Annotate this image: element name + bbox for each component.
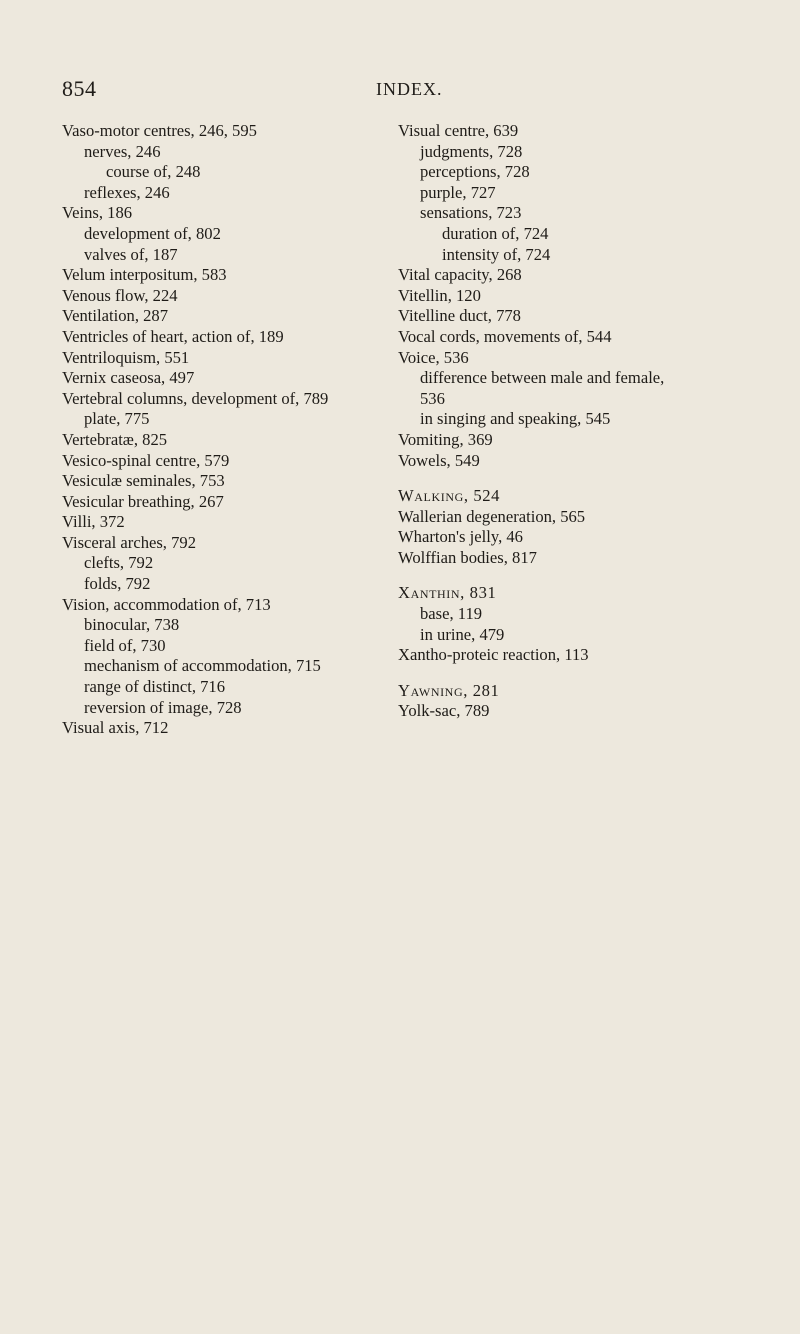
index-subentry: development of, 802 (84, 223, 221, 243)
index-subentry: 536 (420, 388, 445, 408)
index-entry: Veins, 186 (62, 203, 133, 223)
index-entry: Voice, 536 (398, 347, 469, 367)
index-entry: Vertebral columns, development of, 789 (62, 388, 329, 408)
index-subentry: binocular, 738 (84, 615, 180, 635)
index-subentry: sensations, 723 (420, 203, 522, 223)
index-entry: Vesico-spinal centre, 579 (62, 450, 230, 470)
index-entry: Wallerian degeneration, 565 (398, 506, 586, 526)
index-entry: Ventriloquism, 551 (62, 347, 190, 367)
index-entry: Wolffian bodies, 817 (398, 547, 537, 567)
index-entry: Visceral arches, 792 (62, 532, 196, 552)
index-entry: Yolk-sac, 789 (398, 701, 490, 721)
index-entry: Vision, accommodation of, 713 (62, 594, 271, 614)
index-entry: Ventricles of heart, action of, 189 (62, 326, 284, 346)
index-entry: Vomiting, 369 (398, 429, 493, 449)
index-column-right (398, 121, 793, 722)
index-subentry: folds, 792 (84, 574, 151, 594)
index-entry: Ventilation, 287 (62, 306, 169, 326)
index-entry: Vitelline duct, 778 (398, 306, 521, 326)
index-subentry: valves of, 187 (84, 244, 178, 264)
index-entry: Xantho-proteic reaction, 113 (398, 645, 589, 665)
index-entry: Venous flow, 224 (62, 285, 178, 305)
index-entry: Vowels, 549 (398, 450, 480, 470)
index-subentry: reversion of image, 728 (84, 697, 242, 717)
index-entry: Vernix caseosa, 497 (62, 368, 195, 388)
index-subentry: course of, 248 (106, 162, 201, 182)
index-subentry: field of, 730 (84, 635, 166, 655)
index-subentry: plate, 775 (84, 409, 150, 429)
page-number: 854 (62, 76, 97, 101)
index-subentry: intensity of, 724 (442, 244, 551, 264)
index-subentry: reflexes, 246 (84, 182, 170, 202)
index-subentry: purple, 727 (420, 182, 496, 202)
index-subentry: perceptions, 728 (420, 162, 530, 182)
index-subentry: mechanism of accommodation, 715 (84, 656, 321, 676)
index-entry: Vesiculæ seminales, 753 (62, 471, 225, 491)
index-entry: Villi, 372 (62, 512, 125, 532)
index-entry: Walking, 524 (398, 486, 501, 506)
index-subentry: duration of, 724 (442, 223, 549, 243)
index-entry: Vocal cords, movements of, 544 (398, 326, 612, 346)
index-column-left (62, 121, 392, 739)
index-entry: Xanthin, 831 (398, 583, 497, 603)
index-subentry: nerves, 246 (84, 141, 161, 161)
running-head: INDEX. (376, 79, 443, 99)
index-entry: Velum interpositum, 583 (62, 265, 227, 285)
index-entry: Vesicular breathing, 267 (62, 491, 224, 511)
index-subentry: range of distinct, 716 (84, 677, 226, 697)
index-subentry: clefts, 792 (84, 553, 154, 573)
index-subentry: base, 119 (420, 604, 483, 624)
index-entry: Wharton's jelly, 46 (398, 527, 523, 547)
index-entry: Vertebratæ, 825 (62, 429, 168, 449)
index-entry: Yawning, 281 (398, 680, 500, 700)
index-entry: Vital capacity, 268 (398, 265, 522, 285)
index-subentry: difference between male and female, (420, 368, 665, 388)
index-entry: Vitellin, 120 (398, 285, 481, 305)
index-subentry: judgments, 728 (420, 141, 523, 161)
index-subentry: in urine, 479 (420, 624, 505, 644)
index-subentry: in singing and speaking, 545 (420, 409, 611, 429)
index-entry: Visual centre, 639 (398, 121, 519, 140)
index-entry: Vaso-motor centres, 246, 595 (62, 121, 257, 140)
index-entry: Visual axis, 712 (62, 718, 169, 738)
